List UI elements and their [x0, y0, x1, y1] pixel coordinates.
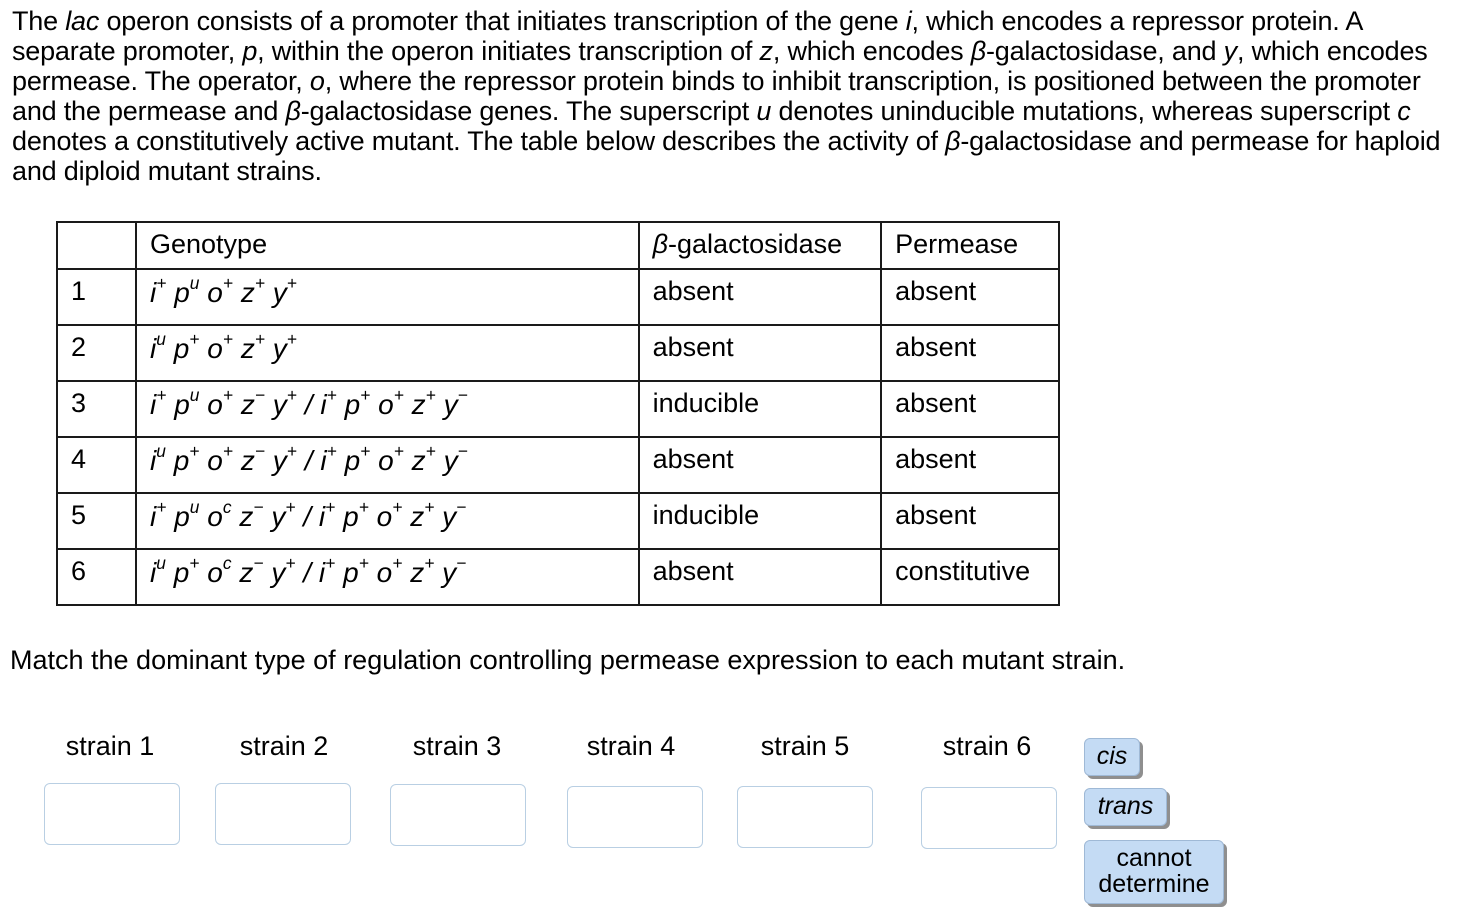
allele [443, 385, 468, 421]
allele [240, 329, 265, 365]
allele [443, 441, 468, 477]
allele-gene: p [344, 445, 361, 477]
allele-superscript: + [286, 329, 297, 350]
allele-superscript: + [424, 553, 435, 574]
galactosidase-value: absent [639, 325, 882, 381]
allele-superscript: c [222, 497, 232, 518]
allele-gene: p [173, 445, 190, 477]
allele-gene: i [150, 557, 157, 589]
allele-superscript: + [425, 441, 436, 462]
allele-gene: y [443, 389, 458, 421]
row-number: 3 [57, 381, 136, 437]
allele-superscript: + [393, 441, 404, 462]
strain-3-drop-target[interactable] [390, 784, 526, 846]
allele-gene: y [442, 501, 457, 533]
allele-gene: z [410, 557, 425, 589]
galactosidase-value: absent [639, 269, 882, 325]
allele-gene: i [150, 445, 157, 477]
allele-gene: o [207, 445, 223, 477]
allele [272, 385, 297, 421]
allele-gene: p [173, 333, 190, 365]
header-number [57, 222, 136, 269]
allele-superscript: + [360, 385, 371, 406]
allele-superscript: + [222, 273, 233, 294]
allele [239, 497, 264, 533]
row-number: 6 [57, 549, 136, 605]
allele [207, 273, 233, 309]
genotype-cell [136, 493, 639, 549]
allele-superscript: u [189, 273, 200, 294]
table-row [57, 325, 1059, 381]
strain-4-drop-target[interactable] [567, 786, 703, 848]
allele-gene: / [303, 557, 312, 589]
allele [378, 441, 404, 477]
allele [150, 329, 166, 365]
allele-superscript: + [286, 441, 297, 462]
allele-superscript: + [254, 329, 265, 350]
allele-gene: z [240, 277, 255, 309]
allele [207, 553, 232, 589]
allele-superscript: + [222, 385, 233, 406]
allele [173, 553, 200, 589]
allele [271, 553, 296, 589]
allele-gene: i [150, 333, 157, 365]
allele-gene: z [240, 389, 255, 421]
allele [150, 385, 167, 421]
allele-gene: / [303, 501, 312, 533]
allele-gene: z [239, 501, 254, 533]
allele-superscript: + [424, 497, 435, 518]
allele [173, 329, 200, 365]
table-row [57, 549, 1059, 605]
allele [271, 497, 296, 533]
allele [320, 385, 337, 421]
allele-superscript: + [156, 497, 167, 518]
allele-superscript: u [156, 441, 166, 462]
permease-value: absent [881, 325, 1059, 381]
galactosidase-value: inducible [639, 493, 882, 549]
allele-gene: o [207, 389, 223, 421]
genotype-cell [136, 549, 639, 605]
allele [318, 497, 336, 533]
table-row [57, 493, 1059, 549]
allele-superscript: + [285, 497, 296, 518]
genotype-cell [136, 325, 639, 381]
allele-superscript: + [189, 441, 200, 462]
strain-label-5: strain 5 [760, 731, 850, 761]
allele-gene: p [173, 557, 190, 589]
strain-table [56, 221, 1060, 606]
allele [343, 497, 369, 533]
allele-superscript: − [456, 497, 467, 518]
allele-gene: z [411, 445, 426, 477]
allele-superscript: + [326, 385, 337, 406]
allele [320, 441, 337, 477]
allele-gene: i [150, 277, 157, 309]
strain-6-drop-target[interactable] [921, 787, 1057, 849]
allele-gene: i [320, 389, 327, 421]
allele [240, 385, 265, 421]
permease-value: absent [881, 437, 1059, 493]
allele [272, 273, 297, 309]
strain-label-1: strain 1 [65, 731, 155, 761]
permease-value: absent [881, 269, 1059, 325]
strain-5-drop-target[interactable] [737, 786, 873, 848]
allele-gene: o [207, 333, 223, 365]
strain-1-drop-target[interactable] [44, 783, 180, 845]
allele-gene: p [174, 501, 190, 533]
allele [305, 389, 313, 420]
allele-superscript: − [254, 385, 265, 406]
allele [150, 553, 166, 589]
allele [343, 553, 369, 589]
allele-superscript: u [189, 385, 200, 406]
genotype-cell [136, 269, 639, 325]
allele [376, 497, 403, 533]
allele-gene: z [239, 557, 254, 589]
galactosidase-value: absent [639, 549, 882, 605]
row-number: 5 [57, 493, 136, 549]
allele-gene: o [378, 389, 394, 421]
allele-superscript: + [392, 553, 403, 574]
genotype-cell [136, 437, 639, 493]
strain-label-3: strain 3 [412, 731, 502, 761]
allele-gene: i [150, 501, 157, 533]
option-chip-cannot-determine[interactable]: cannot determine [1084, 840, 1224, 904]
table-header-row [57, 222, 1059, 269]
allele-superscript: − [253, 497, 264, 518]
allele [174, 273, 200, 309]
allele [442, 553, 467, 589]
allele-gene: y [272, 277, 287, 309]
allele-superscript: + [285, 553, 296, 574]
allele-gene: / [304, 389, 313, 421]
allele [378, 385, 404, 421]
allele [207, 329, 233, 365]
allele-superscript: u [156, 329, 166, 350]
allele [240, 273, 265, 309]
table-row [57, 437, 1059, 493]
allele-gene: z [240, 445, 255, 477]
allele-gene: p [343, 557, 359, 589]
permease-value: absent [881, 381, 1059, 437]
row-number: 4 [57, 437, 136, 493]
allele [344, 385, 371, 421]
allele [442, 497, 467, 533]
allele-superscript: + [189, 553, 200, 574]
row-number: 1 [57, 269, 136, 325]
allele-superscript: u [189, 497, 200, 518]
allele-superscript: + [156, 273, 167, 294]
allele [410, 497, 435, 533]
allele-gene: y [272, 333, 287, 365]
allele-gene: z [411, 389, 426, 421]
allele [207, 441, 233, 477]
allele-gene: y [443, 445, 458, 477]
allele-gene: o [207, 277, 223, 309]
allele [174, 497, 200, 533]
allele-gene: i [318, 501, 326, 533]
allele-superscript: + [358, 553, 369, 574]
allele-superscript: − [253, 553, 264, 574]
allele [239, 553, 264, 589]
allele-superscript: + [286, 273, 297, 294]
genotype-cell [136, 381, 639, 437]
allele-gene: z [410, 501, 425, 533]
allele [272, 329, 297, 365]
allele [411, 441, 436, 477]
permease-value: constitutive [881, 549, 1059, 605]
allele-superscript: − [457, 441, 468, 462]
allele [344, 441, 371, 477]
allele-gene: p [344, 389, 361, 421]
allele-gene: o [376, 501, 393, 533]
allele-gene: p [174, 277, 190, 309]
table-row [57, 269, 1059, 325]
allele-superscript: + [393, 385, 404, 406]
allele-superscript: − [456, 553, 467, 574]
allele [174, 385, 200, 421]
allele-gene: o [207, 557, 223, 589]
allele-superscript: − [457, 385, 468, 406]
allele-gene: z [240, 333, 255, 365]
option-chip-cis[interactable]: cis [1084, 738, 1140, 776]
allele-gene: / [304, 445, 313, 477]
allele [305, 445, 313, 476]
allele [376, 553, 403, 589]
strain-label-4: strain 4 [586, 731, 676, 761]
strain-label-6: strain 6 [942, 731, 1032, 761]
allele-gene: o [376, 557, 393, 589]
allele-gene: p [174, 389, 190, 421]
allele-gene: i [318, 557, 326, 589]
allele-superscript: + [358, 497, 369, 518]
allele-gene: y [272, 445, 287, 477]
allele [173, 441, 200, 477]
allele [150, 497, 167, 533]
header-permease: Permease [881, 222, 1059, 269]
allele-gene: o [378, 445, 394, 477]
allele-gene: i [150, 389, 157, 421]
row-number: 2 [57, 325, 136, 381]
allele-superscript: u [156, 553, 166, 574]
allele [303, 501, 311, 532]
allele [411, 385, 436, 421]
permease-value: absent [881, 493, 1059, 549]
allele-superscript: + [222, 329, 233, 350]
allele [150, 273, 167, 309]
table-row [57, 381, 1059, 437]
allele [207, 385, 233, 421]
allele-superscript: + [189, 329, 200, 350]
allele-superscript: + [222, 441, 233, 462]
allele-gene: y [271, 557, 286, 589]
question-text: Match the dominant type of regulation controlling permease expression to each mutant strain. [10, 645, 1126, 675]
allele-superscript: + [254, 273, 265, 294]
allele-gene: y [442, 557, 457, 589]
strain-label-2: strain 2 [239, 731, 329, 761]
option-chip-trans[interactable]: trans [1084, 788, 1167, 826]
allele-gene: y [271, 501, 286, 533]
allele-superscript: + [325, 497, 336, 518]
allele [410, 553, 435, 589]
allele [150, 441, 166, 477]
allele-superscript: + [392, 497, 403, 518]
allele-gene: p [343, 501, 359, 533]
allele [318, 553, 336, 589]
header-genotype: Genotype [136, 222, 639, 269]
allele-gene: i [320, 445, 327, 477]
allele-superscript: − [254, 441, 265, 462]
galactosidase-value: inducible [639, 381, 882, 437]
allele-superscript: + [325, 553, 336, 574]
allele-superscript: + [360, 441, 371, 462]
allele-superscript: + [286, 385, 297, 406]
galactosidase-value: absent [639, 437, 882, 493]
strain-2-drop-target[interactable] [215, 783, 351, 845]
allele-superscript: + [326, 441, 337, 462]
intro-paragraph: The lac operon consists of a promoter that initiates transcription of the gene i, which encodes a repressor protein. A separate promoter, p, within the operon initiates transcription of z, which encodes β-galactosidase, and y, which encodes permease. The operator, o, where the repressor protein binds to inhibit transcription, is positioned between the promoter and the permease and β-galactosidase genes. The superscript u denotes uninducible mutations, whereas superscript c denotes a constitutively active mutant. The table below describes the activity of β-galactosidase and permease for haploid and diploid mutant strains. [12, 6, 1441, 186]
header-galactosidase: β-galactosidase [639, 222, 882, 269]
allele-superscript: + [156, 385, 167, 406]
allele-superscript: + [425, 385, 436, 406]
allele-superscript: c [222, 553, 232, 574]
allele-gene: o [207, 501, 223, 533]
allele [207, 497, 232, 533]
allele [240, 441, 265, 477]
allele [303, 557, 311, 588]
allele-gene: y [272, 389, 287, 421]
allele [272, 441, 297, 477]
